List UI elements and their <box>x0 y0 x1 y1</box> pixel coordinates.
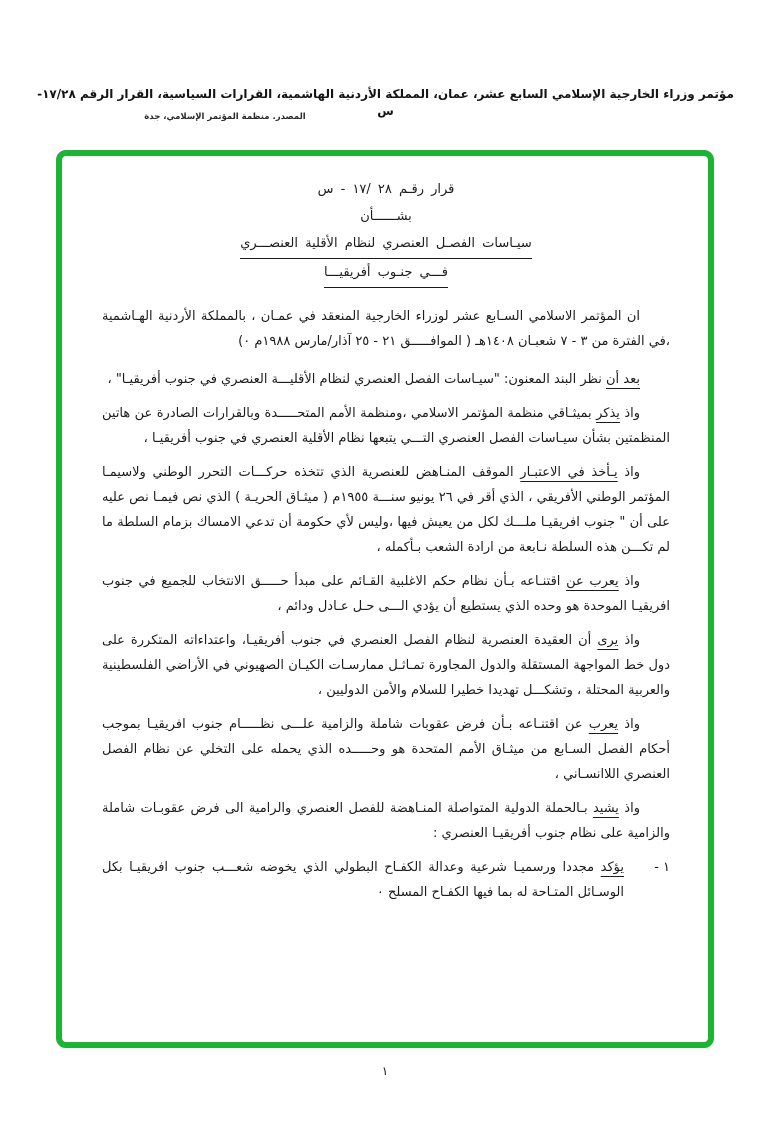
document-body <box>102 172 670 1032</box>
preamble-paragraph-liberation-movements: واذ يـأخذ في الاعتبـار الموقف المنـاهض للعنصرية الذي تتخذه حركـــات التحرر الوطني ولاسيمـا المؤتمر الوطني الأفريقي ، الذي أقر في ٢٦ يونيو سنـــة ١٩٥٥م ( ميثـاق الحريـة ) الذي نص فيمـا نص عليه على أن " جنوب افريقيـا ملـــك لكل من يعيش فيها ،وليس لأي حكومة أن تدعي الامساك بزمام السلطة ما لم تكـــن هذه السلطة نـابعة من ارادة الشعب بـأكمله ، <box>102 465 670 555</box>
document-header-line: مؤتمر وزراء الخارجية الإسلامي السابع عشر، عمان، المملكة الأردنية الهاشمية، القرارات السياسية، القرار الرقم ١٧/٢٨-س <box>37 87 734 118</box>
page-number: ١ <box>381 1064 389 1078</box>
resolution-number-line: قرار رقـم ٢٨ /١٧ - س <box>317 182 455 197</box>
subject-title-line: سيـاسات الفصـل العنصري لنظام الأقلية العنصـــري <box>102 230 670 259</box>
preamble-paragraph-international-campaign: واذ يشيد بـالحملة الدولية المتواصلة المنـاهضة للفصل العنصري والرامية الى فرض عقوبـات شاملة والزامية على نظام جنوب أفريقيـا العنصري : <box>102 801 670 841</box>
resolution-item-1 <box>102 855 670 905</box>
preamble-paragraph-considered-item: بعد أن نظر البند المعنون: "سيـاسات الفصل العنصري لنظام الأقليـــة العنصري في جنوب أفريقيـا" ، <box>107 372 640 387</box>
resolution-title-block <box>102 176 670 288</box>
item-text: يؤكد مجددا ورسميـا شرعية وعدالة الكفـاح البطولي الذي يخوضه شعـــب جنوب افريقيـا بكل الوسـائل المتـاحة له بما فيها الكفـاح المسلح ٠ <box>102 860 624 900</box>
item-number: ١ - <box>654 860 670 875</box>
preamble-paragraph-majority-rule: واذ يعرب عن اقتنـاعه بـأن نظام حكم الاغلبية القـائم على مبدأ حـــــق الانتخاب للجميع في جنوب افريقيـا الموحدة هو وحده الذي يستطيع أن يؤدي الـــى حـل عـادل ودائم ، <box>102 574 670 614</box>
subject-location-line: فـــي جنـوب أفريقيـــا <box>102 259 670 288</box>
source-line: المصدر. منظمة المؤتمر الإسلامي، جدة <box>144 112 306 122</box>
preamble-paragraph-sanctions-conviction: واذ يعرب عن اقتنـاعه بـأن فرض عقوبات شاملة والزامية علـــى نظـــــام جنوب افريقيـا بموجب أحكام الفصل السـابع من ميثـاق الأمم المتحدة هو وحـــــده الذي يحمله على التخلي عن نظام الفصل العنصري اللاانسـاني ، <box>102 717 670 782</box>
regarding-line: بشــــــأن <box>360 209 412 224</box>
preamble-paragraph-racist-doctrine: واذ يرى أن العقيدة العنصرية لنظام الفصل العنصري في جنوب أفريقيـا، واعتداءاته المتكررة على دول خط المواجهة المستقلة والدول المجاورة تمـاثـل ممارسـات الكيـان الصهيوني في الأراضي الفلسطينية والعربية المحتلة ، وتشكـــل تهديدا خطيرا للسلام والأمن الدوليين ، <box>102 633 670 698</box>
green-document-frame <box>56 150 714 1048</box>
preamble-paragraph-recalling-charters: واذ يذكر بميثـاقي منظمة المؤتمر الاسلامي ،ومنظمة الأمم المتحـــــدة وبالقرارات الصادرة عن هاتين المنظمتين بشأن سيـاسات الفصل العنصري التـــي يتبعها نظام الأقلية العنصري في جنوب أفريقيـا ، <box>102 406 670 446</box>
opening-paragraph: ان المؤتمر الاسلامي السـابع عشر لوزراء الخارجية المنعقد في عمـان ، بالمملكة الأردنية الهـاشمية ،في الفترة من ٣ - ٧ شعبـان ١٤٠٨هـ ( الموافـــــق ٢١ - ٢٥ آذار/مارس ١٩٨٨م ٠) <box>102 309 670 349</box>
